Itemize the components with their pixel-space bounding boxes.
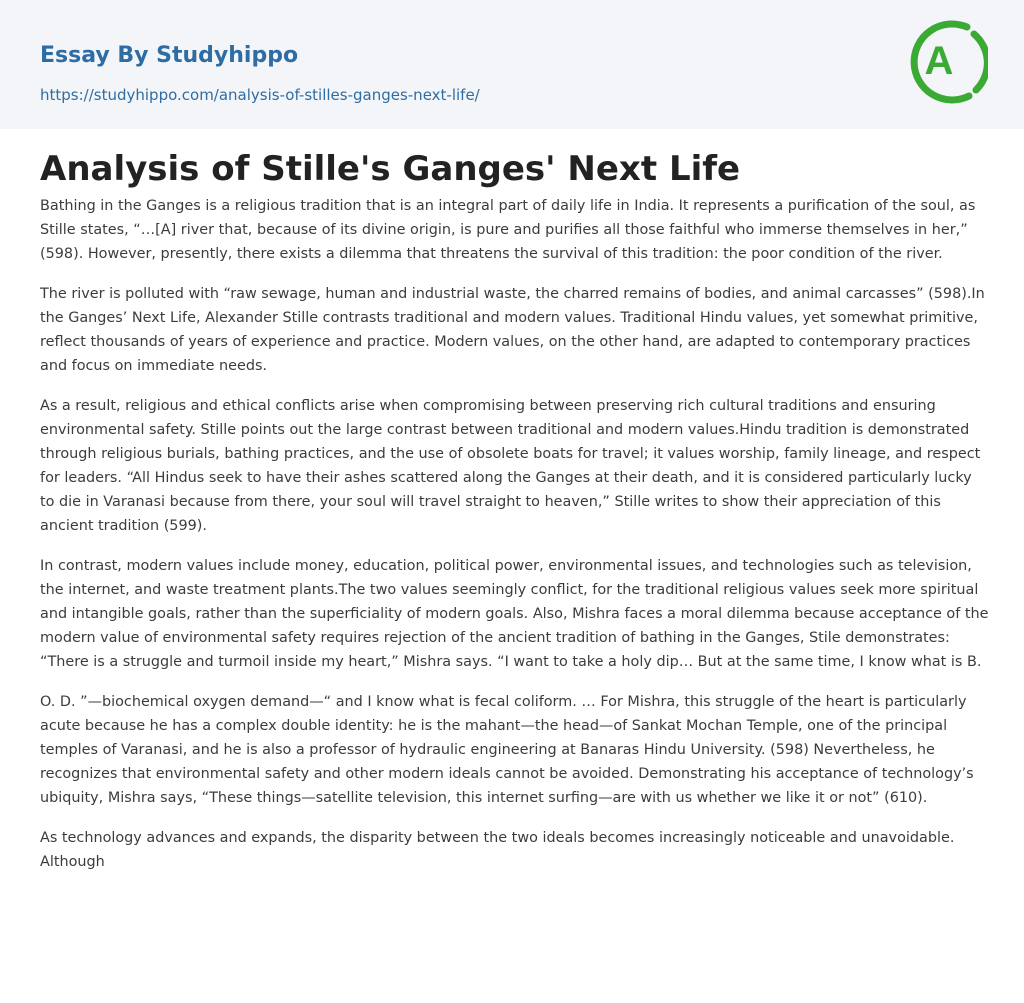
article-paragraph: The river is polluted with “raw sewage, human and industrial waste, the charred remains of bodies, and animal carcasses” (598).In the Ganges’ Next Life, Alexander Stille contrasts traditional and modern values. Traditional Hindu values, yet somewhat primitive, reflect thousands of years of experience and practice. Modern values, on the other hand, are adapted to contemporary practices and focus on immediate needs. bbox=[40, 286, 985, 374]
article-paragraph: O. D. ”—biochemical oxygen demand—“ and I know what is fecal coliform. … For Mishra, this struggle of the heart is particularly acute because he has a complex double identity: he is the mahant—the head—of Sankat Mochan Temple, one of the principal temples of Varanasi, and he is also a professor of hydraulic engineering at Banaras Hindu University. (598) Nevertheless, he recognizes that environmental safety and other modern ideals cannot be avoided. Demonstrating his acceptance of technology’s ubiquity, Mishra says, “These things—satellite television, this internet surfing—are with us whether we like it or not” (610). bbox=[40, 694, 974, 806]
article-paragraph: Bathing in the Ganges is a religious tradition that is an integral part of daily life in India. It represents a purification of the soul, as Stille states, “…[A] river that, because of its divine origin, is pure and purifies all those faithful who immerse themselves in her,” (598). However, presently, there exists a dilemma that threatens the survival of this tradition: the poor condition of the river. bbox=[40, 198, 976, 262]
article-paragraph: As a result, religious and ethical conflicts arise when compromising between preserving rich cultural traditions and ensuring environmental safety. Stille points out the large contrast between traditional and modern values.Hindu tradition is demonstrated through religious burials, bathing practices, and the use of obsolete boats for travel; it values worship, family lineage, and respect for leaders. “All Hindus seek to have their ashes scattered along the Ganges at their death, and it is considered particularly lucky to die in Varanasi because from there, your soul will travel straight to heaven,” Stille writes to show their appreciation of this ancient tradition (599). bbox=[40, 398, 981, 534]
article-body bbox=[40, 194, 990, 890]
site-brand[interactable]: Essay By Studyhippo bbox=[40, 43, 299, 68]
article-paragraph: In contrast, modern values include money, education, political power, environmental issues, and technologies such as television, the internet, and waste treatment plants.The two values seemingly conflict, for the traditional religious values seek more spiritual and intangible goals, rather than the superficiality of modern goals. Also, Mishra faces a moral dilemma because acceptance of the modern value of environmental safety requires rejection of the ancient tradition of bathing in the Ganges, Stile demonstrates: “There is a struggle and turmoil inside my heart,” Mishra says. “I want to take a holy dip… But at the same time, I know what is B. bbox=[40, 558, 989, 670]
article-url-link[interactable]: https://studyhippo.com/analysis-of-stilles-ganges-next-life/ bbox=[40, 86, 480, 104]
site-header bbox=[0, 0, 1024, 129]
studyhippo-logo-icon[interactable] bbox=[908, 18, 988, 106]
article-title: Analysis of Stille's Ganges' Next Life bbox=[40, 149, 741, 189]
logo-letter: A bbox=[924, 39, 954, 83]
article-paragraph: As technology advances and expands, the disparity between the two ideals becomes increasingly noticeable and unavoidable. Although bbox=[40, 830, 955, 870]
